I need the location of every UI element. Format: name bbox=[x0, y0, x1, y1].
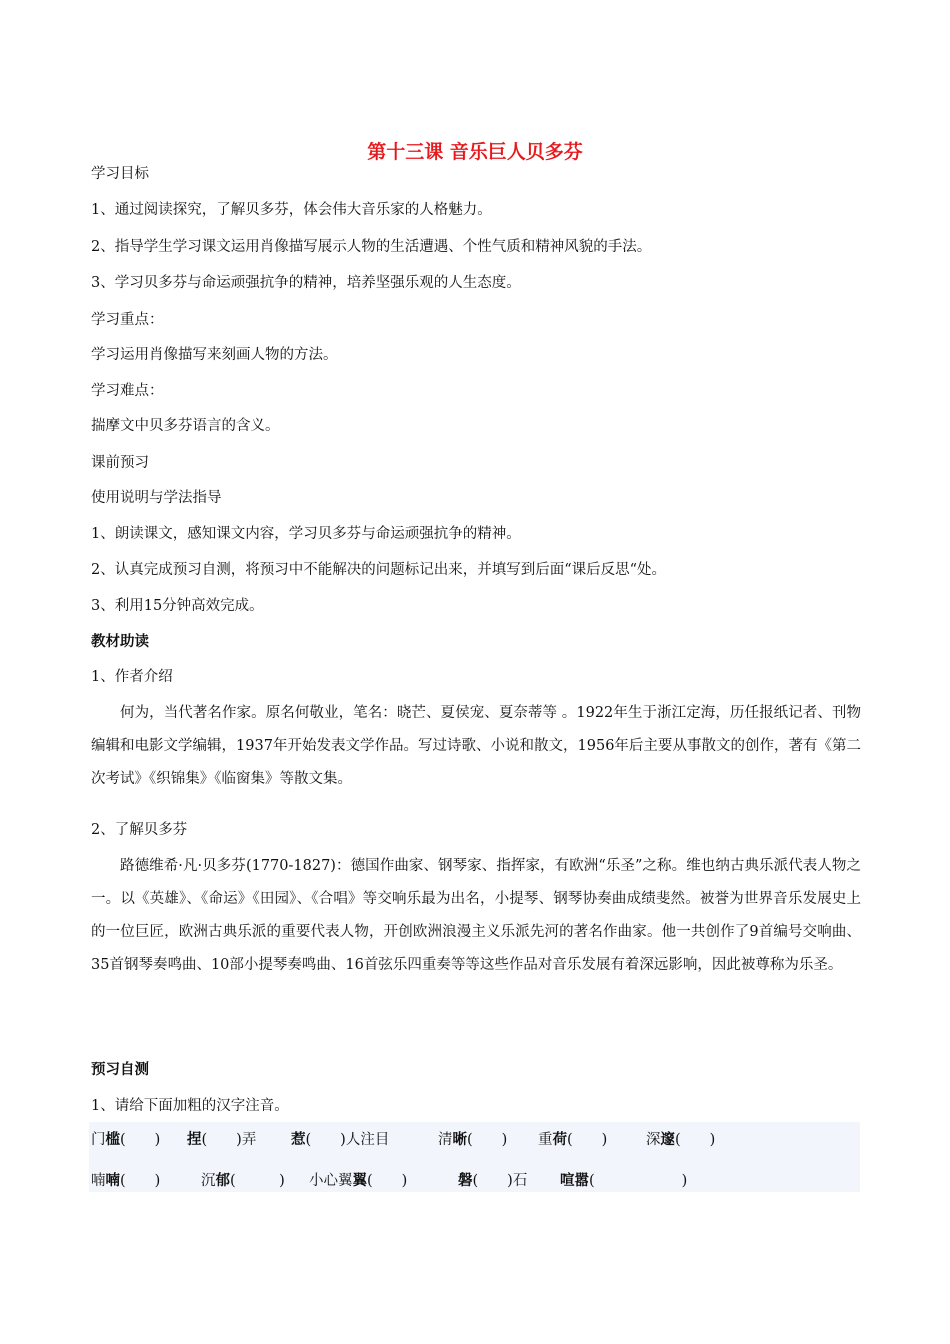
pinyin-item: 惹( )人注目 bbox=[291, 1132, 390, 1148]
pinyin-item: 沉郁( ) bbox=[201, 1173, 285, 1189]
pinyin-item: 门槛( ) bbox=[91, 1132, 161, 1148]
goal-3: 3、学习贝多芬与命运顽强抗争的精神，培养坚强乐观的人生态度。 bbox=[91, 275, 521, 291]
pinyin-item: 磐( )石 bbox=[458, 1173, 528, 1189]
pinyin-item: 喧嚣( ) bbox=[560, 1173, 688, 1189]
reading-heading: 教材助读 bbox=[91, 634, 149, 650]
goal-1: 1、通过阅读探究，了解贝多芬，体会伟大音乐家的人格魅力。 bbox=[91, 202, 492, 218]
pinyin-item: 喃喃( ) bbox=[91, 1173, 161, 1189]
difficulty-heading: 学习难点： bbox=[91, 383, 164, 399]
key-text: 学习运用肖像描写来刻画人物的方法。 bbox=[91, 347, 338, 363]
page-title: 第十三课 音乐巨人贝多芬 bbox=[367, 141, 583, 163]
goal-2: 2、指导学生学习课文运用肖像描写展示人物的生活遭遇、个性气质和精神风貌的手法。 bbox=[91, 239, 652, 255]
beethoven-paragraph: 路德维希·凡·贝多芬(1770-1827)：德国作曲家、钢琴家、指挥家，有欧洲“乐圣”之称。维也纳古典乐派代表人物之一。以《英雄》、《命运》《田园》、《合唱》等交响乐最为出名，小提琴、钢琴协奏曲成绩斐然。被誉为世界音乐发展史上的一位巨匠，欧洲古典乐派的重要代表人物，开创欧洲浪漫主义乐派先河的著名作曲家。他一共创作了9首编号交响曲、35首钢琴奏鸣曲、10部小提琴奏鸣曲、16首弦乐四重奏等等这些作品对音乐发展有着深远影响，因此被尊称为乐圣。 bbox=[91, 858, 861, 973]
key-heading: 学习重点： bbox=[91, 312, 164, 328]
preview-heading: 课前预习 bbox=[91, 455, 149, 471]
pinyin-item: 深邃( ) bbox=[646, 1132, 716, 1148]
difficulty-text: 揣摩文中贝多芬语言的含义。 bbox=[91, 418, 280, 434]
pinyin-row-2 bbox=[91, 1171, 730, 1191]
author-paragraph: 何为，当代著名作家。原名何敬业，笔名：晓芒、夏侯宠、夏奈蒂等 。1922年生于浙江定海，历任报纸记者、刊物编辑和电影文学编辑，1937年开始发表文学作品。写过诗歌、小说和散文，1956年后主要从事散文的创作，著有《第二次考试》《织锦集》《临窗集》等散文集。 bbox=[91, 705, 861, 787]
pinyin-item: 重荷( ) bbox=[538, 1132, 608, 1148]
pinyin-item: 捏( )弄 bbox=[187, 1132, 257, 1148]
beethoven-heading: 2、了解贝多芬 bbox=[91, 822, 188, 838]
goals-heading: 学习目标 bbox=[91, 166, 149, 182]
guide-1: 1、朗读课文，感知课文内容，学习贝多芬与命运顽强抗争的精神。 bbox=[91, 526, 521, 542]
pinyin-item: 小心翼翼( ) bbox=[309, 1173, 408, 1189]
pinyin-row-1 bbox=[91, 1130, 746, 1150]
guide-heading: 使用说明与学法指导 bbox=[91, 490, 222, 506]
guide-2: 2、认真完成预习自测，将预习中不能解决的问题标记出来，并填写到后面“课后反思“处。 bbox=[91, 562, 667, 578]
selftest-heading: 预习自测 bbox=[91, 1062, 149, 1078]
author-heading: 1、作者介绍 bbox=[91, 669, 173, 685]
guide-3: 3、利用15分钟高效完成。 bbox=[91, 598, 264, 614]
question-1: 1、请给下面加粗的汉字注音。 bbox=[91, 1098, 289, 1114]
pinyin-item: 清晰( ) bbox=[438, 1132, 508, 1148]
